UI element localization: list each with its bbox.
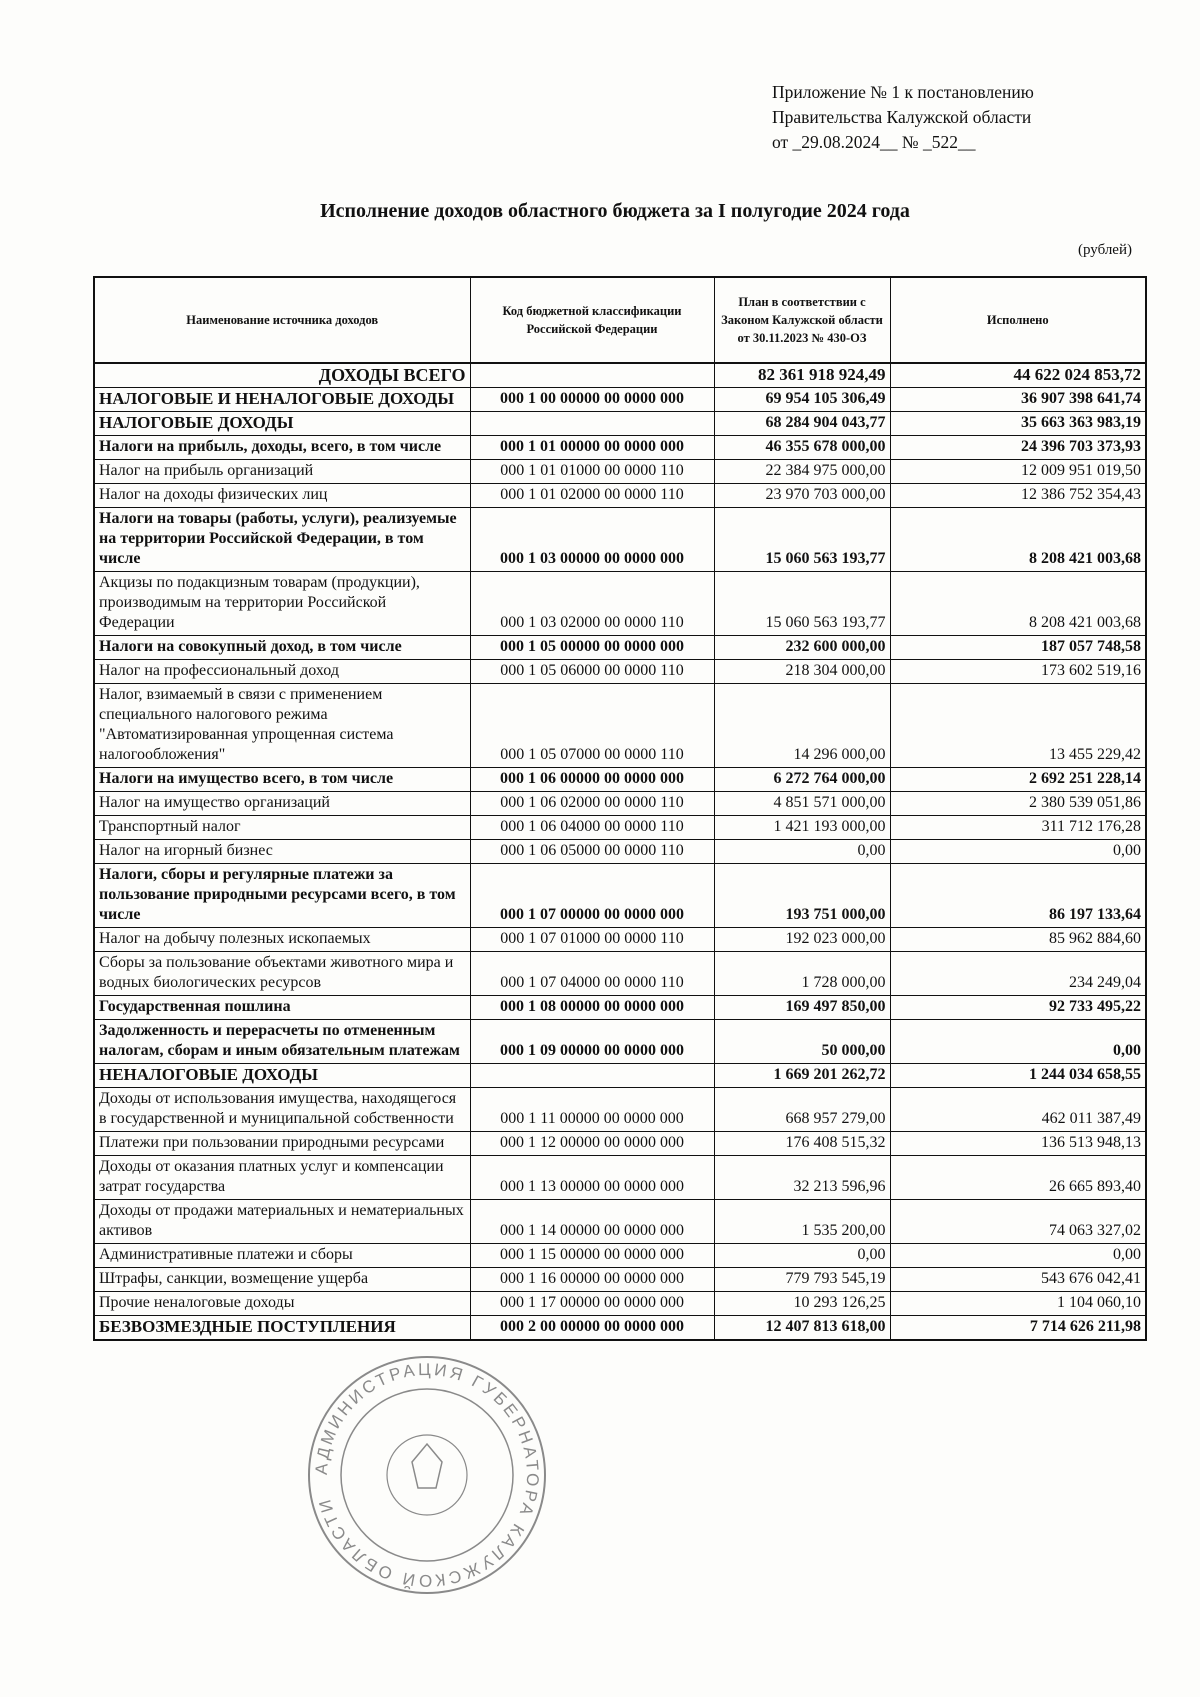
row-name: Доходы от продажи материальных и нематериальных активов bbox=[94, 1200, 470, 1244]
table-row bbox=[94, 436, 1146, 460]
col-header-code: Код бюджетной классификации Российской Федерации bbox=[470, 277, 714, 363]
row-plan: 46 355 678 000,00 bbox=[714, 436, 890, 460]
table-row bbox=[94, 1020, 1146, 1064]
appendix-line-3: от _29.08.2024__ № _522__ bbox=[772, 132, 976, 152]
row-plan: 193 751 000,00 bbox=[714, 864, 890, 928]
row-code: 000 1 00 00000 00 0000 000 bbox=[470, 388, 714, 412]
row-plan: 69 954 105 306,49 bbox=[714, 388, 890, 412]
row-executed: 36 907 398 641,74 bbox=[890, 388, 1146, 412]
table-row bbox=[94, 572, 1146, 636]
table-row bbox=[94, 792, 1146, 816]
row-code: 000 2 00 00000 00 0000 000 bbox=[470, 1316, 714, 1341]
row-plan: 32 213 596,96 bbox=[714, 1156, 890, 1200]
row-name: Налог на добычу полезных ископаемых bbox=[94, 928, 470, 952]
row-name: ДОХОДЫ ВСЕГО bbox=[94, 363, 470, 388]
table-row bbox=[94, 1292, 1146, 1316]
row-plan: 22 384 975 000,00 bbox=[714, 460, 890, 484]
row-plan: 82 361 918 924,49 bbox=[714, 363, 890, 388]
row-name: Доходы от оказания платных услуг и компенсации затрат государства bbox=[94, 1156, 470, 1200]
col-header-plan: План в соответствии с Законом Калужской области от 30.11.2023 № 430-ОЗ bbox=[714, 277, 890, 363]
row-executed: 86 197 133,64 bbox=[890, 864, 1146, 928]
row-executed: 35 663 363 983,19 bbox=[890, 412, 1146, 436]
table-body bbox=[94, 363, 1146, 1340]
row-executed: 1 244 034 658,55 bbox=[890, 1064, 1146, 1088]
row-plan: 6 272 764 000,00 bbox=[714, 768, 890, 792]
row-name: Сборы за пользование объектами животного мира и водных биологических ресурсов bbox=[94, 952, 470, 996]
row-code: 000 1 01 00000 00 0000 000 bbox=[470, 436, 714, 460]
row-name: Налоги, сборы и регулярные платежи за пользование природными ресурсами всего, в том числе bbox=[94, 864, 470, 928]
row-plan: 23 970 703 000,00 bbox=[714, 484, 890, 508]
row-executed: 74 063 327,02 bbox=[890, 1200, 1146, 1244]
table-row bbox=[94, 1064, 1146, 1088]
row-plan: 50 000,00 bbox=[714, 1020, 890, 1064]
table-row bbox=[94, 864, 1146, 928]
row-executed: 24 396 703 373,93 bbox=[890, 436, 1146, 460]
row-executed: 462 011 387,49 bbox=[890, 1088, 1146, 1132]
row-plan: 4 851 571 000,00 bbox=[714, 792, 890, 816]
table-row bbox=[94, 928, 1146, 952]
table-row bbox=[94, 840, 1146, 864]
row-plan: 169 497 850,00 bbox=[714, 996, 890, 1020]
row-code: 000 1 06 02000 00 0000 110 bbox=[470, 792, 714, 816]
row-name: Налоги на товары (работы, услуги), реализуемые на территории Российской Федерации, в том числе bbox=[94, 508, 470, 572]
row-code bbox=[470, 1064, 714, 1088]
row-executed: 543 676 042,41 bbox=[890, 1268, 1146, 1292]
row-plan: 668 957 279,00 bbox=[714, 1088, 890, 1132]
appendix-block bbox=[772, 80, 1034, 155]
row-executed: 173 602 519,16 bbox=[890, 660, 1146, 684]
row-code: 000 1 01 02000 00 0000 110 bbox=[470, 484, 714, 508]
col-header-executed: Исполнено bbox=[890, 277, 1146, 363]
table-row bbox=[94, 1088, 1146, 1132]
row-executed: 13 455 229,42 bbox=[890, 684, 1146, 768]
table-row bbox=[94, 816, 1146, 840]
table-row bbox=[94, 388, 1146, 412]
row-name: Налог на прибыль организаций bbox=[94, 460, 470, 484]
table-row bbox=[94, 1316, 1146, 1341]
row-name: БЕЗВОЗМЕЗДНЫЕ ПОСТУПЛЕНИЯ bbox=[94, 1316, 470, 1341]
row-code: 000 1 07 00000 00 0000 000 bbox=[470, 864, 714, 928]
row-name: Задолженность и перерасчеты по отмененным налогам, сборам и иным обязательным платежам bbox=[94, 1020, 470, 1064]
row-code: 000 1 09 00000 00 0000 000 bbox=[470, 1020, 714, 1064]
row-executed: 2 380 539 051,86 bbox=[890, 792, 1146, 816]
row-code: 000 1 15 00000 00 0000 000 bbox=[470, 1244, 714, 1268]
row-executed: 8 208 421 003,68 bbox=[890, 572, 1146, 636]
table-row bbox=[94, 952, 1146, 996]
row-name: Государственная пошлина bbox=[94, 996, 470, 1020]
row-name: Штрафы, санкции, возмещение ущерба bbox=[94, 1268, 470, 1292]
official-seal bbox=[302, 1350, 552, 1600]
row-code: 000 1 06 05000 00 0000 110 bbox=[470, 840, 714, 864]
row-code: 000 1 06 04000 00 0000 110 bbox=[470, 816, 714, 840]
seal-text: АДМИНИСТРАЦИЯ ГУБЕРНАТОРА КАЛУЖСКОЙ ОБЛАСТИ bbox=[311, 1359, 543, 1591]
row-code: 000 1 12 00000 00 0000 000 bbox=[470, 1132, 714, 1156]
row-name: НАЛОГОВЫЕ И НЕНАЛОГОВЫЕ ДОХОДЫ bbox=[94, 388, 470, 412]
row-executed: 12 386 752 354,43 bbox=[890, 484, 1146, 508]
row-code: 000 1 05 07000 00 0000 110 bbox=[470, 684, 714, 768]
row-executed: 1 104 060,10 bbox=[890, 1292, 1146, 1316]
row-name: Налоги на совокупный доход, в том числе bbox=[94, 636, 470, 660]
revenue-table bbox=[93, 276, 1147, 1341]
row-executed: 311 712 176,28 bbox=[890, 816, 1146, 840]
row-plan: 779 793 545,19 bbox=[714, 1268, 890, 1292]
row-plan: 12 407 813 618,00 bbox=[714, 1316, 890, 1341]
row-name: Налог на доходы физических лиц bbox=[94, 484, 470, 508]
table-row bbox=[94, 996, 1146, 1020]
table-row bbox=[94, 1156, 1146, 1200]
row-code: 000 1 05 06000 00 0000 110 bbox=[470, 660, 714, 684]
row-name: Налог на имущество организаций bbox=[94, 792, 470, 816]
row-name: Доходы от использования имущества, находящегося в государственной и муниципальной собственности bbox=[94, 1088, 470, 1132]
row-code: 000 1 17 00000 00 0000 000 bbox=[470, 1292, 714, 1316]
row-name: НЕНАЛОГОВЫЕ ДОХОДЫ bbox=[94, 1064, 470, 1088]
row-name: Налог на профессиональный доход bbox=[94, 660, 470, 684]
table-row bbox=[94, 636, 1146, 660]
row-code: 000 1 16 00000 00 0000 000 bbox=[470, 1268, 714, 1292]
row-name: Платежи при пользовании природными ресурсами bbox=[94, 1132, 470, 1156]
row-plan: 1 535 200,00 bbox=[714, 1200, 890, 1244]
document-title: Исполнение доходов областного бюджета за I полугодие 2024 года bbox=[320, 200, 910, 222]
row-name: Административные платежи и сборы bbox=[94, 1244, 470, 1268]
row-code: 000 1 07 01000 00 0000 110 bbox=[470, 928, 714, 952]
row-executed: 2 692 251 228,14 bbox=[890, 768, 1146, 792]
row-code: 000 1 03 00000 00 0000 000 bbox=[470, 508, 714, 572]
row-plan: 232 600 000,00 bbox=[714, 636, 890, 660]
row-executed: 234 249,04 bbox=[890, 952, 1146, 996]
table-row bbox=[94, 460, 1146, 484]
row-name: Акцизы по подакцизным товарам (продукции), производимым на территории Российской Федерации bbox=[94, 572, 470, 636]
row-executed: 0,00 bbox=[890, 840, 1146, 864]
table-row bbox=[94, 660, 1146, 684]
svg-text:АДМИНИСТРАЦИЯ ГУБЕРНАТОРА КАЛУ bbox=[312, 1360, 543, 1590]
row-name: НАЛОГОВЫЕ ДОХОДЫ bbox=[94, 412, 470, 436]
row-code: 000 1 13 00000 00 0000 000 bbox=[470, 1156, 714, 1200]
row-executed: 26 665 893,40 bbox=[890, 1156, 1146, 1200]
table-row bbox=[94, 412, 1146, 436]
row-code: 000 1 14 00000 00 0000 000 bbox=[470, 1200, 714, 1244]
table-row bbox=[94, 1200, 1146, 1244]
table-row bbox=[94, 363, 1146, 388]
row-plan: 68 284 904 043,77 bbox=[714, 412, 890, 436]
row-code: 000 1 08 00000 00 0000 000 bbox=[470, 996, 714, 1020]
row-plan: 0,00 bbox=[714, 840, 890, 864]
row-plan: 0,00 bbox=[714, 1244, 890, 1268]
row-plan: 218 304 000,00 bbox=[714, 660, 890, 684]
row-plan: 14 296 000,00 bbox=[714, 684, 890, 768]
row-plan: 15 060 563 193,77 bbox=[714, 508, 890, 572]
table-row bbox=[94, 1132, 1146, 1156]
row-plan: 15 060 563 193,77 bbox=[714, 572, 890, 636]
row-name: Налог, взимаемый в связи с применением специального налогового режима "Автоматизированная упрощенная система налогообложения" bbox=[94, 684, 470, 768]
row-code: 000 1 01 01000 00 0000 110 bbox=[470, 460, 714, 484]
row-executed: 7 714 626 211,98 bbox=[890, 1316, 1146, 1341]
row-code: 000 1 05 00000 00 0000 000 bbox=[470, 636, 714, 660]
appendix-line-1: Приложение № 1 к постановлению bbox=[772, 82, 1034, 102]
row-executed: 92 733 495,22 bbox=[890, 996, 1146, 1020]
row-name: Прочие неналоговые доходы bbox=[94, 1292, 470, 1316]
table-row bbox=[94, 508, 1146, 572]
row-code bbox=[470, 412, 714, 436]
row-executed: 8 208 421 003,68 bbox=[890, 508, 1146, 572]
row-executed: 187 057 748,58 bbox=[890, 636, 1146, 660]
row-executed: 136 513 948,13 bbox=[890, 1132, 1146, 1156]
row-executed: 85 962 884,60 bbox=[890, 928, 1146, 952]
row-plan: 1 669 201 262,72 bbox=[714, 1064, 890, 1088]
row-plan: 176 408 515,32 bbox=[714, 1132, 890, 1156]
appendix-line-2: Правительства Калужской области bbox=[772, 107, 1032, 127]
row-plan: 1 421 193 000,00 bbox=[714, 816, 890, 840]
units-label: (рублей) bbox=[1077, 242, 1132, 258]
table-header-row bbox=[94, 277, 1146, 363]
table-row bbox=[94, 1268, 1146, 1292]
row-code bbox=[470, 363, 714, 388]
table-row bbox=[94, 768, 1146, 792]
row-code: 000 1 06 00000 00 0000 000 bbox=[470, 768, 714, 792]
table-row bbox=[94, 684, 1146, 768]
row-executed: 44 622 024 853,72 bbox=[890, 363, 1146, 388]
col-header-name: Наименование источника доходов bbox=[94, 277, 470, 363]
table-row bbox=[94, 484, 1146, 508]
row-executed: 0,00 bbox=[890, 1244, 1146, 1268]
row-name: Транспортный налог bbox=[94, 816, 470, 840]
row-executed: 0,00 bbox=[890, 1020, 1146, 1064]
row-code: 000 1 03 02000 00 0000 110 bbox=[470, 572, 714, 636]
row-code: 000 1 07 04000 00 0000 110 bbox=[470, 952, 714, 996]
row-code: 000 1 11 00000 00 0000 000 bbox=[470, 1088, 714, 1132]
row-plan: 10 293 126,25 bbox=[714, 1292, 890, 1316]
row-executed: 12 009 951 019,50 bbox=[890, 460, 1146, 484]
row-plan: 1 728 000,00 bbox=[714, 952, 890, 996]
row-name: Налог на игорный бизнес bbox=[94, 840, 470, 864]
row-name: Налоги на имущество всего, в том числе bbox=[94, 768, 470, 792]
table-row bbox=[94, 1244, 1146, 1268]
row-name: Налоги на прибыль, доходы, всего, в том числе bbox=[94, 436, 470, 460]
row-plan: 192 023 000,00 bbox=[714, 928, 890, 952]
